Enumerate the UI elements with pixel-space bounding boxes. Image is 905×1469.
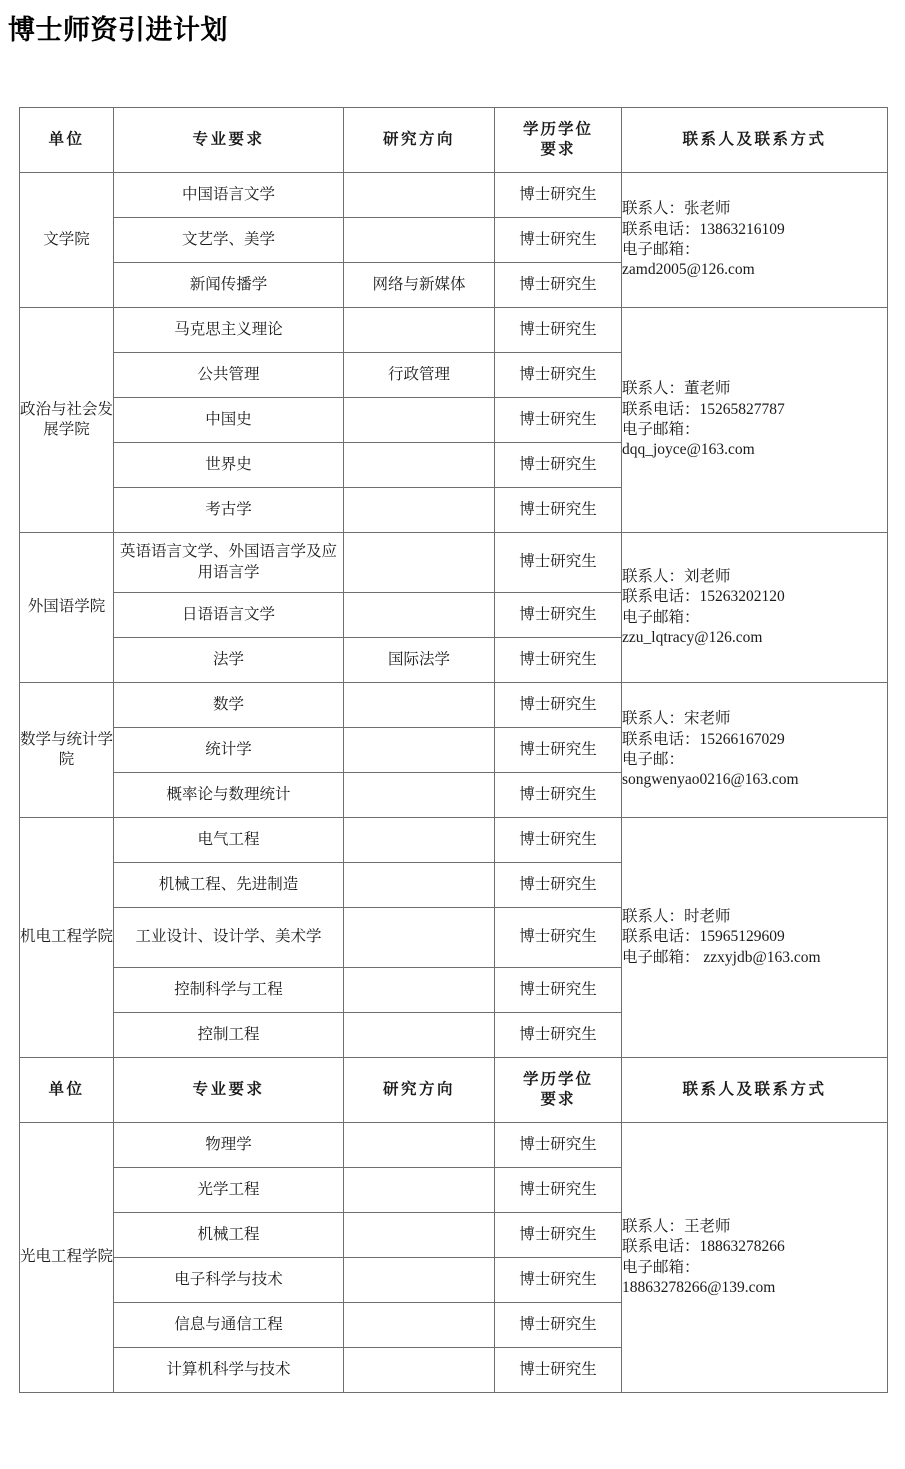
major-cell: 工业设计、设计学、美术学 — [114, 908, 344, 968]
degree-cell: 博士研究生 — [495, 728, 622, 773]
direction-cell — [344, 1348, 495, 1393]
contact-person: 联系人：时老师 — [622, 907, 731, 925]
major-cell: 电气工程 — [114, 818, 344, 863]
contact-person: 联系人：宋老师 — [622, 710, 731, 728]
major-cell: 概率论与数理统计 — [114, 773, 344, 818]
unit-cell: 光电工程学院 — [20, 1123, 114, 1393]
contact-phone: 联系电话：15965129609 — [622, 928, 785, 946]
degree-cell: 博士研究生 — [495, 908, 622, 968]
degree-cell: 博士研究生 — [495, 1168, 622, 1213]
table-row — [20, 683, 888, 728]
column-header-direction: 研究方向 — [344, 1058, 495, 1123]
direction-cell — [344, 968, 495, 1013]
contact-email-label: 电子邮箱： — [622, 948, 700, 966]
contact-person: 联系人：张老师 — [622, 200, 731, 218]
column-header-degree-line1: 学历学位 — [522, 120, 593, 138]
table-header-row — [20, 1058, 888, 1123]
degree-cell: 博士研究生 — [495, 533, 622, 593]
table-row — [20, 818, 888, 863]
contact-cell — [622, 533, 888, 683]
major-cell: 马克思主义理论 — [114, 308, 344, 353]
degree-cell: 博士研究生 — [495, 443, 622, 488]
column-header-degree — [495, 108, 622, 173]
column-header-degree-line2: 要求 — [540, 1091, 576, 1108]
column-header-contact: 联系人及联系方式 — [622, 1058, 888, 1123]
degree-cell: 博士研究生 — [495, 1213, 622, 1258]
direction-cell: 国际法学 — [344, 638, 495, 683]
direction-cell: 网络与新媒体 — [344, 263, 495, 308]
contact-cell — [622, 173, 888, 308]
contact-phone: 联系电话：15266167029 — [622, 730, 785, 748]
column-header-degree-line2: 要求 — [540, 141, 576, 158]
direction-cell — [344, 728, 495, 773]
major-cell: 文艺学、美学 — [114, 218, 344, 263]
table-row — [20, 173, 888, 218]
unit-cell: 数学与统计学院 — [20, 683, 114, 818]
major-cell: 英语语言文学、外国语言学及应用语言学 — [114, 533, 344, 593]
major-cell: 机械工程、先进制造 — [114, 863, 344, 908]
major-cell: 新闻传播学 — [114, 263, 344, 308]
degree-cell: 博士研究生 — [495, 1123, 622, 1168]
degree-cell: 博士研究生 — [495, 1013, 622, 1058]
major-cell: 日语语言文学 — [114, 593, 344, 638]
direction-cell — [344, 308, 495, 353]
direction-cell — [344, 1303, 495, 1348]
contact-email-value: zamd2005@126.com — [622, 261, 755, 279]
column-header-direction: 研究方向 — [344, 108, 495, 173]
major-cell: 中国史 — [114, 398, 344, 443]
degree-cell: 博士研究生 — [495, 173, 622, 218]
degree-cell: 博士研究生 — [495, 263, 622, 308]
contact-person: 联系人：王老师 — [622, 1217, 731, 1235]
contact-email-label: 电子邮： — [622, 751, 685, 768]
direction-cell — [344, 773, 495, 818]
major-cell: 信息与通信工程 — [114, 1303, 344, 1348]
major-cell: 电子科学与技术 — [114, 1258, 344, 1303]
column-header-major: 专业要求 — [114, 1058, 344, 1123]
contact-phone: 联系电话：13863216109 — [622, 220, 785, 238]
direction-cell — [344, 218, 495, 263]
contact-cell — [622, 683, 888, 818]
column-header-contact: 联系人及联系方式 — [622, 108, 888, 173]
major-cell: 光学工程 — [114, 1168, 344, 1213]
contact-cell — [622, 818, 888, 1058]
direction-cell — [344, 443, 495, 488]
page-title: 博士师资引进计划 — [8, 15, 228, 45]
table-row — [20, 533, 888, 593]
contact-email-line — [622, 948, 887, 968]
contact-email-value: zzxyjdb@163.com — [699, 948, 821, 966]
major-cell: 计算机科学与技术 — [114, 1348, 344, 1393]
direction-cell — [344, 1258, 495, 1303]
column-header-unit: 单位 — [20, 108, 114, 173]
contact-cell — [622, 1123, 888, 1393]
contact-person: 联系人：董老师 — [622, 380, 731, 398]
direction-cell — [344, 398, 495, 443]
table-row — [20, 1123, 888, 1168]
contact-person: 联系人：刘老师 — [622, 567, 731, 585]
contact-email-value: 18863278266@139.com — [622, 1278, 776, 1296]
major-cell: 考古学 — [114, 488, 344, 533]
column-header-degree — [495, 1058, 622, 1123]
contact-cell — [622, 308, 888, 533]
table-row — [20, 308, 888, 353]
degree-cell: 博士研究生 — [495, 683, 622, 728]
degree-cell: 博士研究生 — [495, 593, 622, 638]
contact-phone: 联系电话：15265827787 — [622, 400, 785, 418]
direction-cell — [344, 533, 495, 593]
recruitment-plan-table — [19, 107, 888, 1393]
contact-email-label: 电子邮箱： — [622, 1258, 700, 1276]
direction-cell — [344, 863, 495, 908]
major-cell: 世界史 — [114, 443, 344, 488]
degree-cell: 博士研究生 — [495, 773, 622, 818]
major-cell: 控制科学与工程 — [114, 968, 344, 1013]
major-cell: 公共管理 — [114, 353, 344, 398]
unit-cell: 机电工程学院 — [20, 818, 114, 1058]
table-header-row — [20, 108, 888, 173]
direction-cell — [344, 1123, 495, 1168]
degree-cell: 博士研究生 — [495, 1348, 622, 1393]
degree-cell: 博士研究生 — [495, 818, 622, 863]
contact-email-value: dqq_joyce@163.com — [622, 441, 755, 459]
major-cell: 法学 — [114, 638, 344, 683]
degree-cell: 博士研究生 — [495, 968, 622, 1013]
contact-email-value: songwenyao0216@163.com — [622, 771, 799, 789]
major-cell: 控制工程 — [114, 1013, 344, 1058]
degree-cell: 博士研究生 — [495, 488, 622, 533]
direction-cell — [344, 1168, 495, 1213]
direction-cell — [344, 1213, 495, 1258]
degree-cell: 博士研究生 — [495, 1303, 622, 1348]
degree-cell: 博士研究生 — [495, 1258, 622, 1303]
direction-cell — [344, 173, 495, 218]
direction-cell: 行政管理 — [344, 353, 495, 398]
degree-cell: 博士研究生 — [495, 638, 622, 683]
degree-cell: 博士研究生 — [495, 398, 622, 443]
major-cell: 机械工程 — [114, 1213, 344, 1258]
degree-cell: 博士研究生 — [495, 308, 622, 353]
direction-cell — [344, 593, 495, 638]
degree-cell: 博士研究生 — [495, 863, 622, 908]
unit-cell: 文学院 — [20, 173, 114, 308]
contact-email-label: 电子邮箱： — [622, 608, 700, 626]
degree-cell: 博士研究生 — [495, 218, 622, 263]
contact-email-label: 电子邮箱： — [622, 421, 700, 438]
unit-cell: 政治与社会发展学院 — [20, 308, 114, 533]
direction-cell — [344, 818, 495, 863]
direction-cell — [344, 683, 495, 728]
contact-phone: 联系电话：15263202120 — [622, 588, 785, 606]
column-header-unit: 单位 — [20, 1058, 114, 1123]
major-cell: 数学 — [114, 683, 344, 728]
degree-cell: 博士研究生 — [495, 353, 622, 398]
major-cell: 中国语言文学 — [114, 173, 344, 218]
major-cell: 物理学 — [114, 1123, 344, 1168]
unit-cell: 外国语学院 — [20, 533, 114, 683]
contact-email-value: zzu_lqtracy@126.com — [622, 628, 763, 646]
direction-cell — [344, 1013, 495, 1058]
direction-cell — [344, 488, 495, 533]
contact-email-label: 电子邮箱： — [622, 241, 700, 258]
column-header-degree-line1: 学历学位 — [522, 1070, 593, 1088]
column-header-major: 专业要求 — [114, 108, 344, 173]
major-cell: 统计学 — [114, 728, 344, 773]
contact-phone: 联系电话：18863278266 — [622, 1238, 785, 1256]
direction-cell — [344, 908, 495, 968]
